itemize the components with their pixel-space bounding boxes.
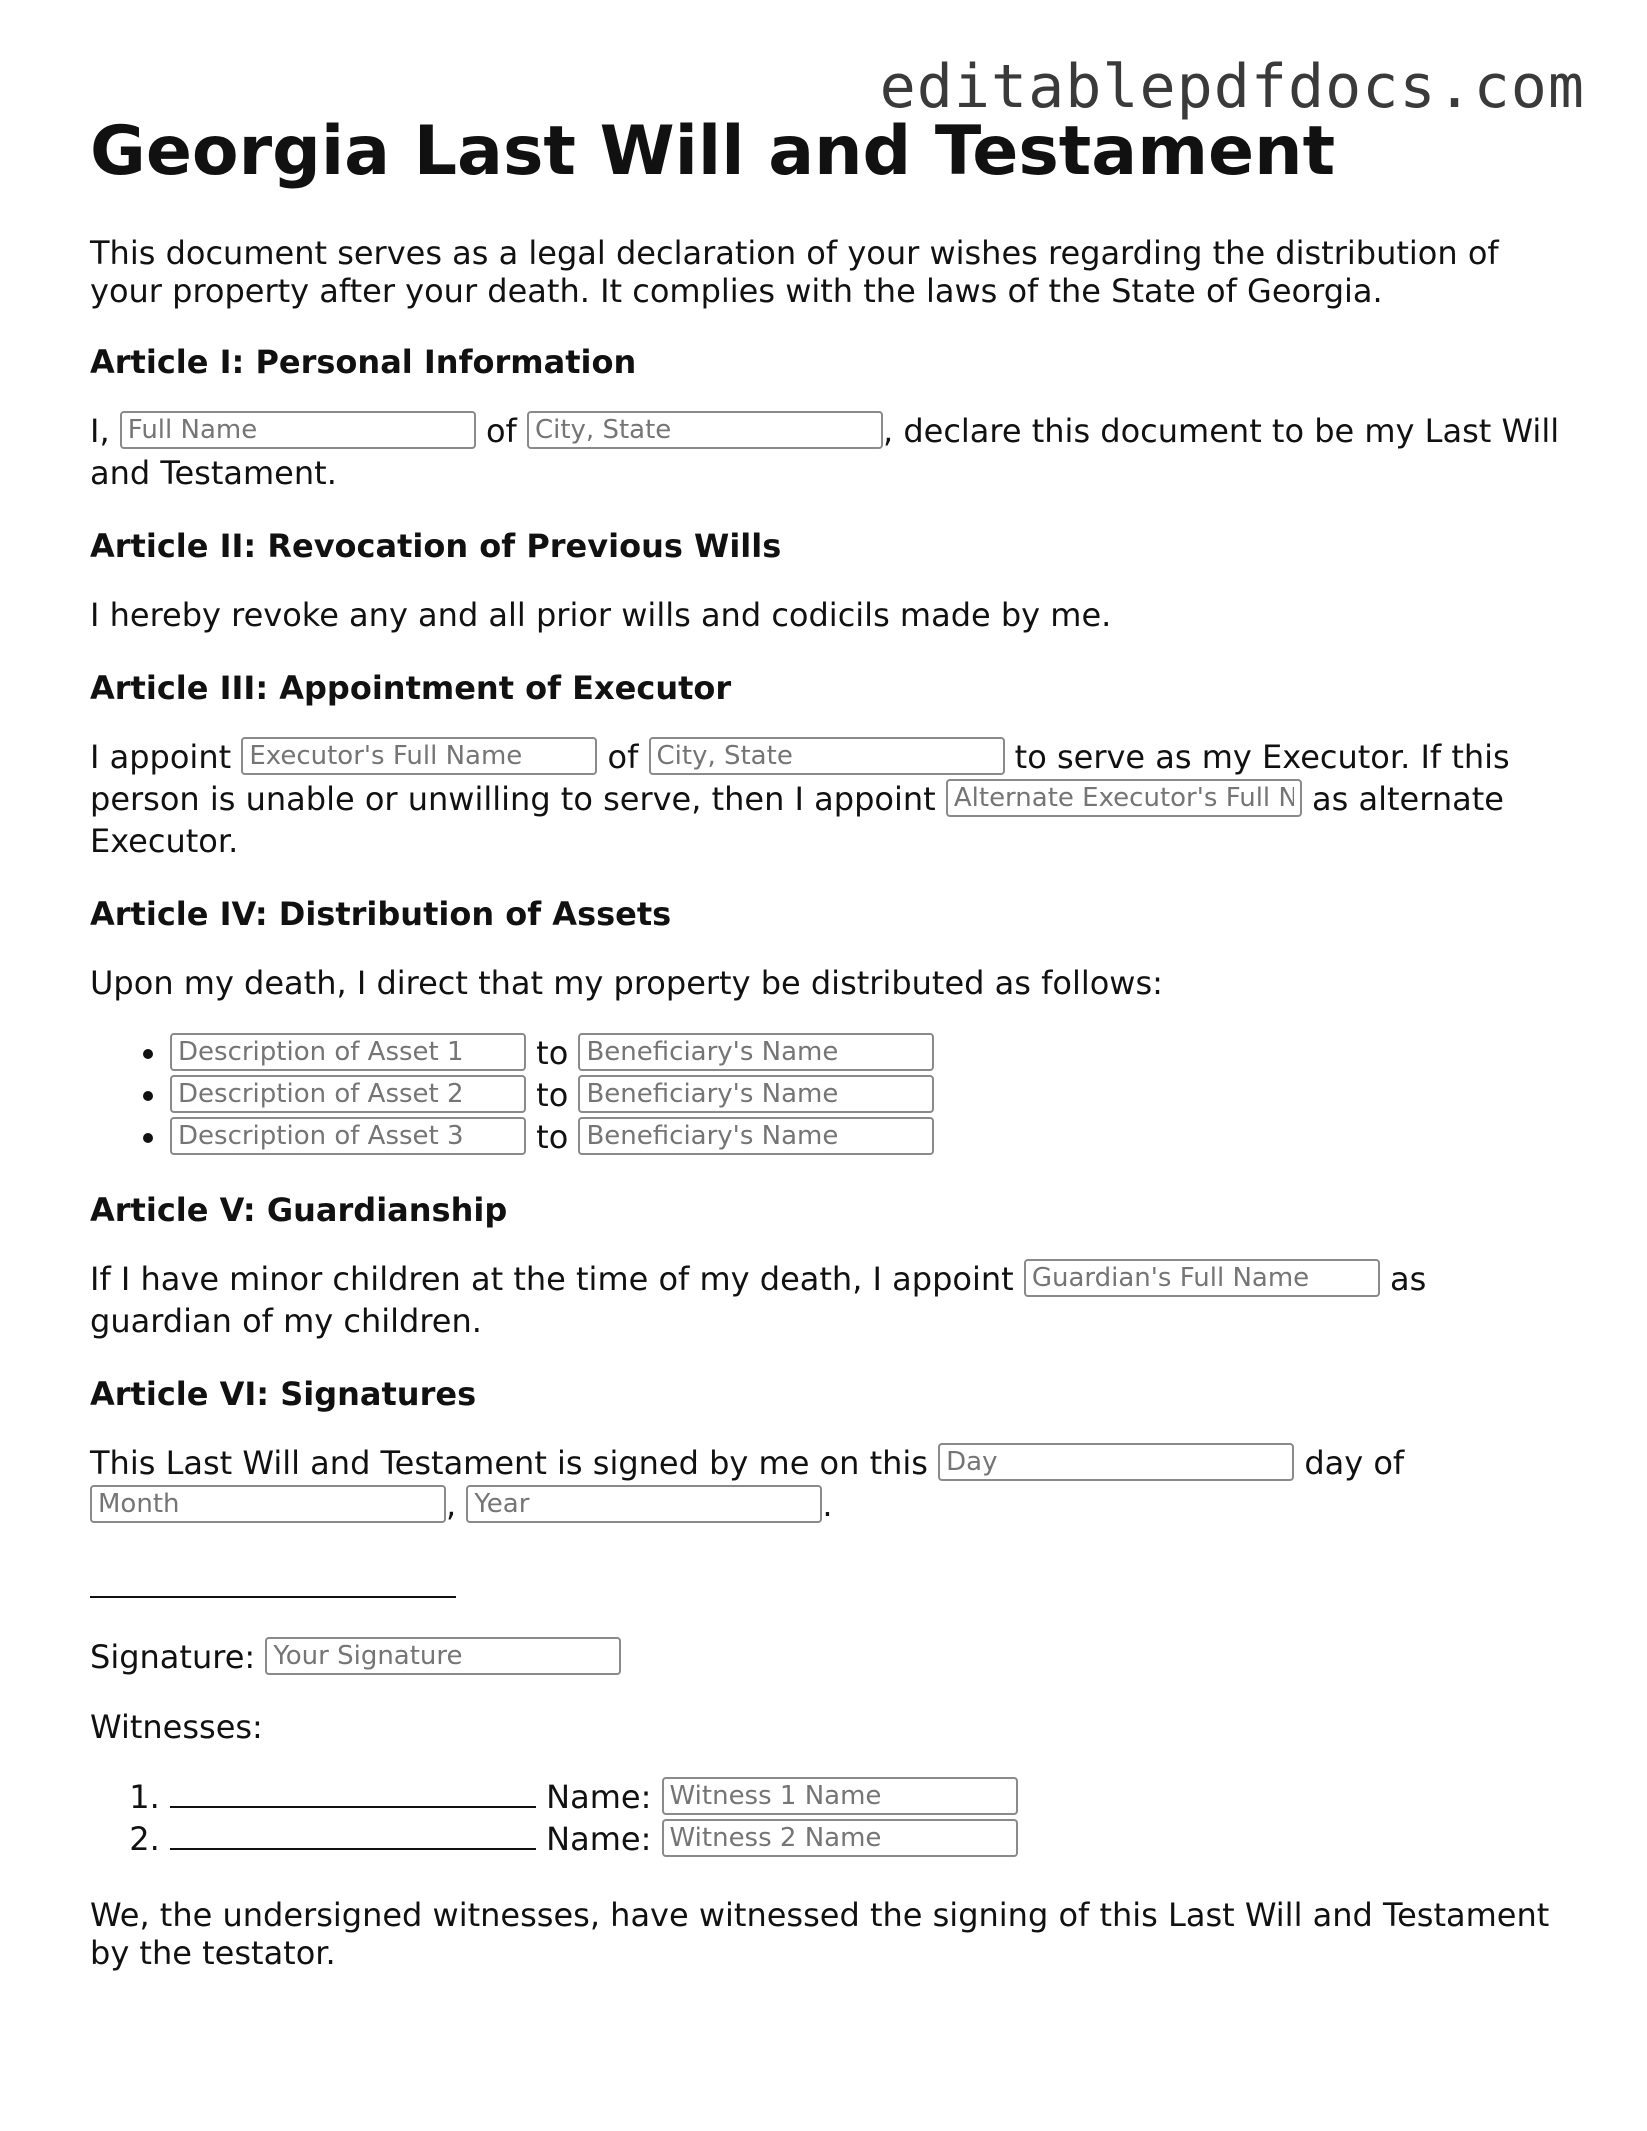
to-label: to	[536, 1034, 569, 1072]
month-input[interactable]	[90, 1485, 446, 1523]
article-6-heading: Article VI: Signatures	[90, 1375, 477, 1413]
alternate-executor-input[interactable]	[946, 779, 1302, 817]
article-6-text-1: This Last Will and Testament is signed by me on this	[90, 1444, 928, 1482]
executor-city-input[interactable]	[649, 737, 1005, 775]
list-item	[170, 1074, 1570, 1116]
asset-list	[90, 1032, 1570, 1158]
article-3-text-4: as alternate Executor.	[90, 780, 1504, 860]
asset-3-input[interactable]	[170, 1117, 526, 1155]
article-3-text-3: to serve as my Executor. If this person is unable or unwilling to serve, then I appoint	[90, 738, 1510, 818]
signature-row	[90, 1636, 1570, 1678]
executor-name-input[interactable]	[241, 737, 597, 775]
testator-city-input[interactable]	[527, 411, 883, 449]
witness-name-label: Name:	[546, 1820, 652, 1858]
article-3-heading: Article III: Appointment of Executor	[90, 669, 732, 707]
list-item	[170, 1032, 1570, 1074]
article-1-text-3: , declare this document to be my Last Will and Testament.	[90, 412, 1560, 492]
intro-paragraph: This document serves as a legal declaration of your wishes regarding the distribution of your property after your death. It complies with the laws of the State of Georgia.	[90, 234, 1499, 310]
signature-blank-line	[90, 1566, 1570, 1608]
guardian-name-input[interactable]	[1024, 1259, 1380, 1297]
signature-label: Signature:	[90, 1638, 256, 1676]
article-5-text-2: as guardian of my children.	[90, 1260, 1427, 1340]
article-5-text	[90, 1258, 1570, 1342]
article-3-text-1: I appoint	[90, 738, 232, 776]
date-period: .	[822, 1486, 833, 1524]
witness-list	[90, 1776, 1570, 1860]
article-2-heading: Article II: Revocation of Previous Wills	[90, 527, 782, 565]
article-4-text: Upon my death, I direct that my property be distributed as follows:	[90, 964, 1163, 1002]
to-label: to	[536, 1118, 569, 1156]
article-6-text	[90, 1442, 1570, 1526]
article-5-heading: Article V: Guardianship	[90, 1191, 508, 1229]
testator-name-input[interactable]	[120, 411, 476, 449]
date-comma: ,	[446, 1486, 457, 1524]
beneficiary-3-input[interactable]	[578, 1117, 934, 1155]
article-4-heading: Article IV: Distribution of Assets	[90, 895, 672, 933]
article-5-text-1: If I have minor children at the time of my death, I appoint	[90, 1260, 1014, 1298]
article-3-text-2: of	[607, 738, 639, 776]
signature-line	[90, 1566, 456, 1598]
to-label: to	[536, 1076, 569, 1114]
watermark: editablepdfdocs.com	[879, 52, 1585, 122]
article-1-text-2: of	[485, 412, 517, 450]
witness-2-signature-line	[170, 1818, 536, 1850]
list-item	[170, 1116, 1570, 1158]
asset-2-input[interactable]	[170, 1075, 526, 1113]
article-6-text-2: day of	[1304, 1444, 1405, 1482]
witness-1-signature-line	[170, 1776, 536, 1808]
beneficiary-1-input[interactable]	[578, 1033, 934, 1071]
asset-1-input[interactable]	[170, 1033, 526, 1071]
beneficiary-2-input[interactable]	[578, 1075, 934, 1113]
witness-name-label: Name:	[546, 1778, 652, 1816]
article-1-text-1: I,	[90, 412, 110, 450]
witnesses-label: Witnesses:	[90, 1708, 263, 1746]
article-2-text: I hereby revoke any and all prior wills and codicils made by me.	[90, 596, 1112, 634]
article-3-text	[90, 736, 1570, 862]
article-1-text	[90, 410, 1570, 494]
witness-1-name-input[interactable]	[662, 1777, 1018, 1815]
article-1-heading: Article I: Personal Information	[90, 343, 637, 381]
signature-input[interactable]	[265, 1637, 621, 1675]
day-input[interactable]	[938, 1443, 1294, 1481]
witness-2-name-input[interactable]	[662, 1819, 1018, 1857]
year-input[interactable]	[466, 1485, 822, 1523]
page-title: Georgia Last Will and Testament	[90, 112, 1336, 191]
document-body	[90, 112, 1570, 1972]
list-item	[170, 1818, 1570, 1860]
closing-paragraph: We, the undersigned witnesses, have witnessed the signing of this Last Will and Testament by the testator.	[90, 1896, 1550, 1972]
list-item	[170, 1776, 1570, 1818]
